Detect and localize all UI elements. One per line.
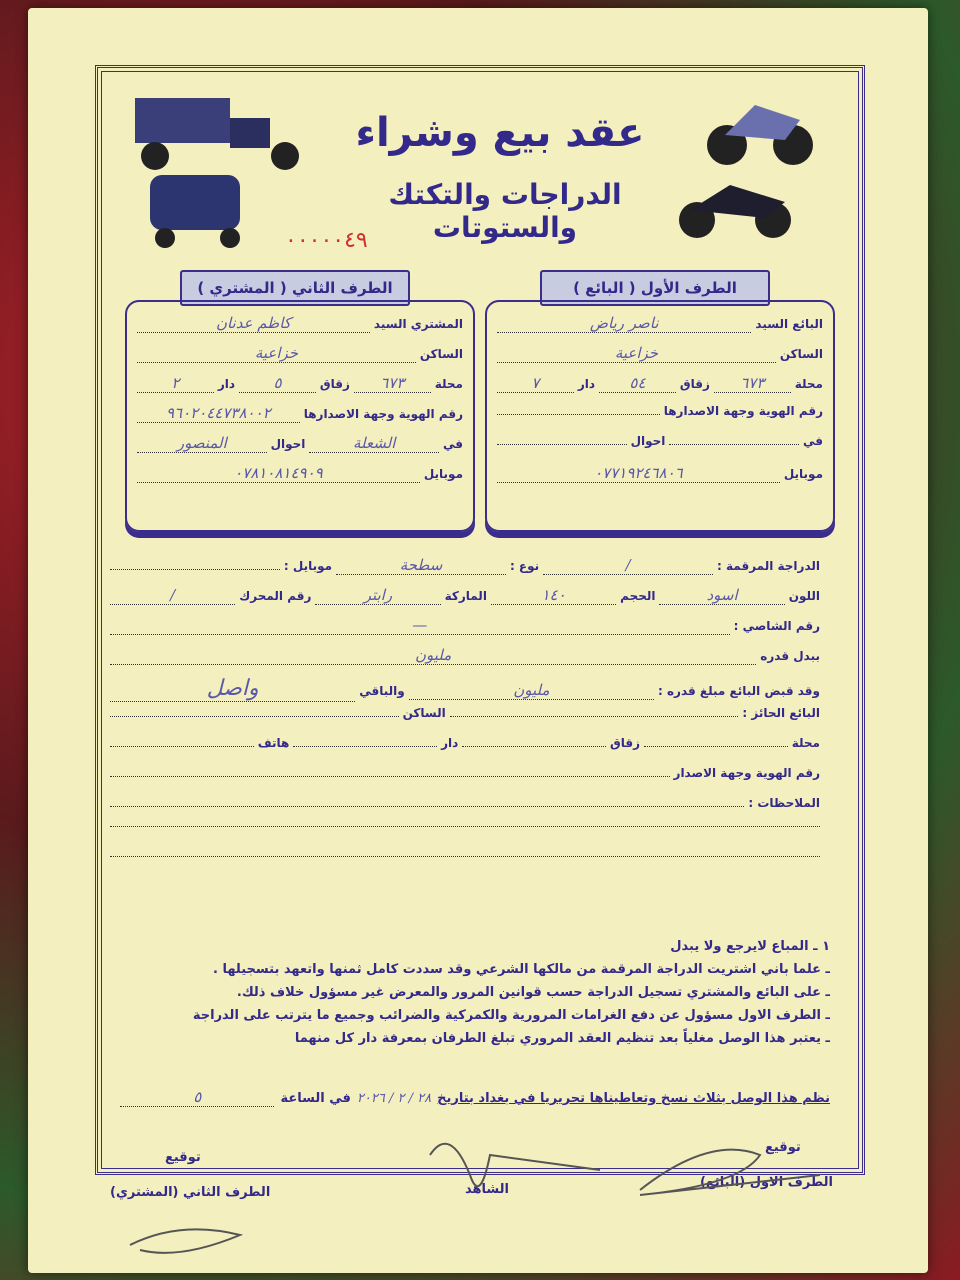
seller-name-label: البائع السيد [755, 317, 823, 331]
remaining-label: والباقي [359, 684, 405, 698]
closing-line [120, 1088, 830, 1107]
price-label: ببدل قدره [760, 649, 820, 663]
seller-mahalla-label: محلة [794, 377, 823, 391]
seller-mahalla[interactable]: ٦٧٣ [714, 374, 791, 393]
buyer-mobile-label: موبايل [423, 467, 463, 481]
plate-value[interactable]: / [543, 556, 713, 575]
buyer-id-label: رقم الهوية وجهة الاصدارها [303, 407, 463, 421]
handwritten-signatures [410, 1115, 830, 1205]
buyer-name-label: المشتري السيد [373, 317, 463, 331]
vehicle-mobile-label: موبايل : [283, 559, 333, 573]
holder-residence-label: الساكن [402, 706, 446, 720]
holder-phone[interactable] [110, 746, 254, 747]
witness-label: الشاهد [465, 1182, 509, 1197]
buyer-zuqaq-label: زقاق [319, 377, 350, 391]
notes-line[interactable] [110, 806, 744, 807]
seller-id-label: رقم الهوية وجهة الاصدارها [663, 404, 823, 418]
buyer-residence[interactable]: خزاعية [137, 344, 416, 363]
engine-label: رقم المحرك [239, 589, 312, 603]
paid-label: وقد قبض البائع مبلغ قدره : [658, 684, 820, 698]
buyer-signature-scribble [120, 1220, 260, 1260]
holder-dar-label: دار [441, 736, 459, 750]
buyer-mahalla-label: محلة [434, 377, 463, 391]
plate-label: الدراجة المرقمة : [717, 559, 820, 573]
contract-date[interactable]: ٢٨ / ٢ / ٢٠٢٦ [356, 1091, 432, 1106]
buyer-dar-label: دار [217, 377, 236, 391]
seller-dar[interactable]: ٧ [497, 374, 574, 393]
holder-mahalla-label: محلة [791, 736, 820, 750]
paid-value[interactable]: مليون [409, 681, 654, 700]
seller-heading: الطرف الأول ( البائع ) [540, 270, 770, 306]
vehicle-section [110, 556, 820, 886]
buyer-in-label: في [443, 437, 463, 451]
holder-id[interactable] [110, 776, 670, 777]
notes-line[interactable] [110, 856, 820, 857]
price-value[interactable]: مليون [110, 646, 756, 665]
buyer-heading: الطرف الثاني ( المشتري ) [180, 270, 410, 306]
size-value[interactable]: ١٤٠ [491, 586, 616, 605]
buyer-dar[interactable]: ٢ [137, 374, 214, 393]
seller-ahwal[interactable] [497, 444, 627, 445]
holder-phone-label: هاتف [257, 736, 290, 750]
buyer-id[interactable]: ٩٦٠٢٠٤٤٧٣٨٠٠٢ [137, 404, 300, 423]
holder-value[interactable] [450, 716, 739, 717]
rickshaw-icon [140, 170, 250, 250]
seller-dar-label: دار [577, 377, 596, 391]
hour-label: في الساعة [280, 1091, 351, 1106]
notes-line[interactable] [110, 826, 820, 827]
holder-dar[interactable] [293, 746, 437, 747]
seller-ahwal-label: احوال [630, 434, 666, 448]
seller-mobile[interactable]: ٠٧٧١٩٢٤٦٨٠٦ [497, 464, 780, 483]
hour-value[interactable]: ٥ [120, 1088, 274, 1107]
seller-signature-label: الطرف الاول (البائع) [700, 1175, 833, 1190]
engine-value[interactable]: / [110, 586, 235, 605]
serial-number: ٠٠٠٠٠٤٩ [285, 228, 368, 253]
buyer-sign-label: توقيع [165, 1150, 201, 1165]
buyer-ahwal-label: احوال [270, 437, 306, 451]
buyer-residence-label: الساكن [419, 347, 463, 361]
type-value[interactable]: سطحة [336, 556, 506, 575]
buyer-box [125, 300, 475, 532]
holder-zuqaq[interactable] [462, 746, 606, 747]
remaining-value[interactable]: واصل [110, 676, 355, 702]
closing-text: نظم هذا الوصل بثلاث نسخ وتعاطيناها تحريريا في بغداد بتاريخ [437, 1091, 830, 1106]
document-subtitle: الدراجات والتكتك والستوتات [388, 178, 622, 244]
seller-in[interactable] [669, 444, 799, 445]
buyer-in[interactable]: الشعلة [309, 434, 439, 453]
buyer-name[interactable]: كاظم عدنان [137, 314, 370, 333]
type-label: نوع : [509, 559, 540, 573]
color-value[interactable]: اسود [659, 586, 784, 605]
holder-mahalla[interactable] [644, 746, 788, 747]
color-label: اللون [788, 589, 820, 603]
seller-sign-label: توقيع [765, 1140, 801, 1155]
holder-id-label: رقم الهوية وجهة الاصدار [673, 766, 820, 780]
seller-name[interactable]: ناصر رياض [497, 314, 751, 333]
motorcycle-icon [705, 95, 815, 170]
seller-in-label: في [803, 434, 823, 448]
buyer-ahwal[interactable]: المنصور [137, 434, 267, 453]
term-item: ١ ـ المباع لايرجع ولا يبدل [670, 939, 830, 954]
holder-residence[interactable] [110, 716, 399, 717]
chassis-value[interactable]: — [110, 616, 730, 635]
buyer-mobile[interactable]: ٠٧٨١٠٨١٤٩٠٩ [137, 464, 420, 483]
sport-bike-icon [675, 180, 795, 240]
tuktuk-truck-icon [125, 88, 305, 178]
terms-list [140, 935, 830, 1050]
term-item: ـ على البائع والمشتري تسجيل الدراجة حسب قوانين المرور والمعرض غير مسؤول خلاف ذلك. [236, 985, 830, 1000]
size-label: الحجم [620, 589, 656, 603]
seller-mobile-label: موبايل [783, 467, 823, 481]
holder-zuqaq-label: زقاق [610, 736, 640, 750]
vehicle-mobile[interactable] [110, 569, 280, 570]
seller-box [485, 300, 835, 532]
holder-label: البائع الحائز : [742, 706, 820, 720]
brand-label: الماركة [444, 589, 487, 603]
buyer-signature-label: الطرف الثاني (المشتري) [110, 1185, 271, 1200]
seller-residence-label: الساكن [779, 347, 823, 361]
buyer-zuqaq[interactable]: ٥ [239, 374, 316, 393]
term-item: ـ الطرف الاول مسؤول عن دفع الغرامات المرورية والكمركية والضرائب وجميع ما يترتب على الدراجة [192, 1008, 830, 1023]
document-title: عقد بيع وشراء [355, 110, 645, 156]
seller-residence[interactable]: خزاعية [497, 344, 776, 363]
notes-label: الملاحظات : [748, 796, 820, 810]
buyer-mahalla[interactable]: ٦٧٣ [354, 374, 431, 393]
term-item: ـ يعتبر هذا الوصل مغلياً بعد تنظيم العقد المروري تبلغ الطرفان بمعرفة دار كل منهما [294, 1031, 830, 1046]
seller-id[interactable] [497, 414, 660, 415]
seller-zuqaq-label: زقاق [679, 377, 710, 391]
term-item: ـ علما باني اشتريت الدراجة المرقمة من مالكها الشرعي وقد سددت كامل ثمنها واتعهد بتسجيلها . [213, 962, 830, 977]
chassis-label: رقم الشاصي : [733, 619, 820, 633]
seller-zuqaq[interactable]: ٥٤ [599, 374, 676, 393]
brand-value[interactable]: رابتر [315, 586, 440, 605]
